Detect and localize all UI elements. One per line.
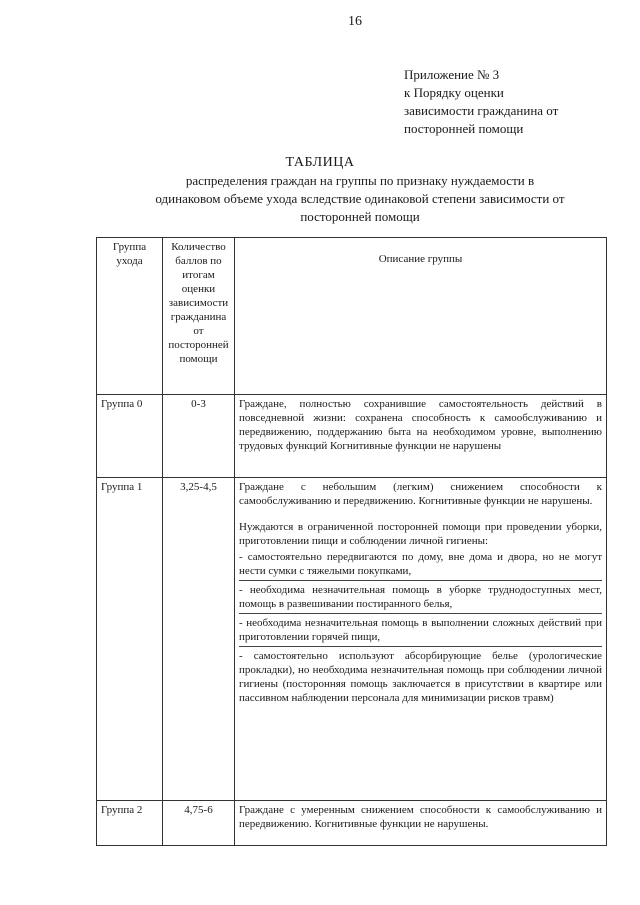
subtitle-line: одинаковом объеме ухода вследствие одинаковой степени зависимости от	[155, 191, 565, 206]
subtitle-line: распределения граждан на группы по признаку нуждаемости в	[185, 173, 535, 188]
group-cell: Группа 1	[97, 478, 163, 801]
header-description: Описание группы	[235, 238, 607, 395]
description-cell	[235, 478, 607, 801]
list-item: - самостоятельно используют абсорбирующие белье (урологические прокладки), но необходима незначительная помощь при соблюдении личной гигиены (посторонняя помощь заключается в присутствии в квартире или пассивном наблюдении персонала для минимизации рисков травм)	[239, 650, 602, 704]
table-header-row	[97, 238, 607, 395]
appendix-line: Приложение № 3	[404, 67, 500, 82]
score-cell: 3,25-4,5	[163, 478, 235, 801]
subtitle-line: посторонней помощи	[300, 209, 420, 224]
description-text: Граждане с умеренным снижением способности к самообслуживанию и передвижению. Когнитивные функции не нарушены.	[239, 804, 602, 830]
table-row	[97, 478, 607, 801]
header-group: Группа ухода	[97, 238, 163, 395]
score-cell: 0-3	[163, 395, 235, 478]
document-title: ТАБЛИЦА	[285, 155, 355, 170]
appendix-note	[404, 66, 558, 138]
group-cell: Группа 0	[97, 395, 163, 478]
distribution-table	[96, 237, 607, 846]
appendix-line: посторонней помощи	[404, 121, 524, 136]
description-need: Нуждаются в ограниченной посторонней помощи при проведении уборки, приготовлении пищи и соблюдении личной гигиены:	[239, 521, 602, 547]
list-item: - самостоятельно передвигаются по дому, вне дома и двора, но не могут нести сумки с тяжелыми покупками,	[239, 548, 602, 581]
table-row	[97, 801, 607, 846]
appendix-line: зависимости гражданина от	[404, 103, 559, 118]
group-cell: Группа 2	[97, 801, 163, 846]
list-item: - необходима незначительная помощь в выполнении сложных действий при приготовлении горячей пищи,	[239, 614, 602, 647]
score-cell: 4,75-6	[163, 801, 235, 846]
document-subtitle	[110, 172, 610, 226]
list-item: - необходима незначительная помощь в уборке труднодоступных мест, помощь в развешивании постиранного белья,	[239, 581, 602, 614]
description-text: Граждане, полностью сохранившие самостоятельность действий в повседневной жизни: сохранена способность к самообслуживанию и передвижению, поддержанию быта на необходимом уровне, выполнению трудовых функций Когнитивные функции не нарушены	[239, 398, 602, 452]
description-cell	[235, 801, 607, 846]
description-cell	[235, 395, 607, 478]
header-score: Количество баллов по итогам оценки зависимости гражданина от посторонней помощи	[163, 238, 235, 395]
description-text: Граждане с небольшим (легким) снижением способности к самообслуживанию и передвижению. Когнитивные функции не нарушены.	[239, 481, 602, 507]
table-row	[97, 395, 607, 478]
appendix-line: к Порядку оценки	[404, 85, 504, 100]
page-number: 16	[348, 14, 362, 29]
